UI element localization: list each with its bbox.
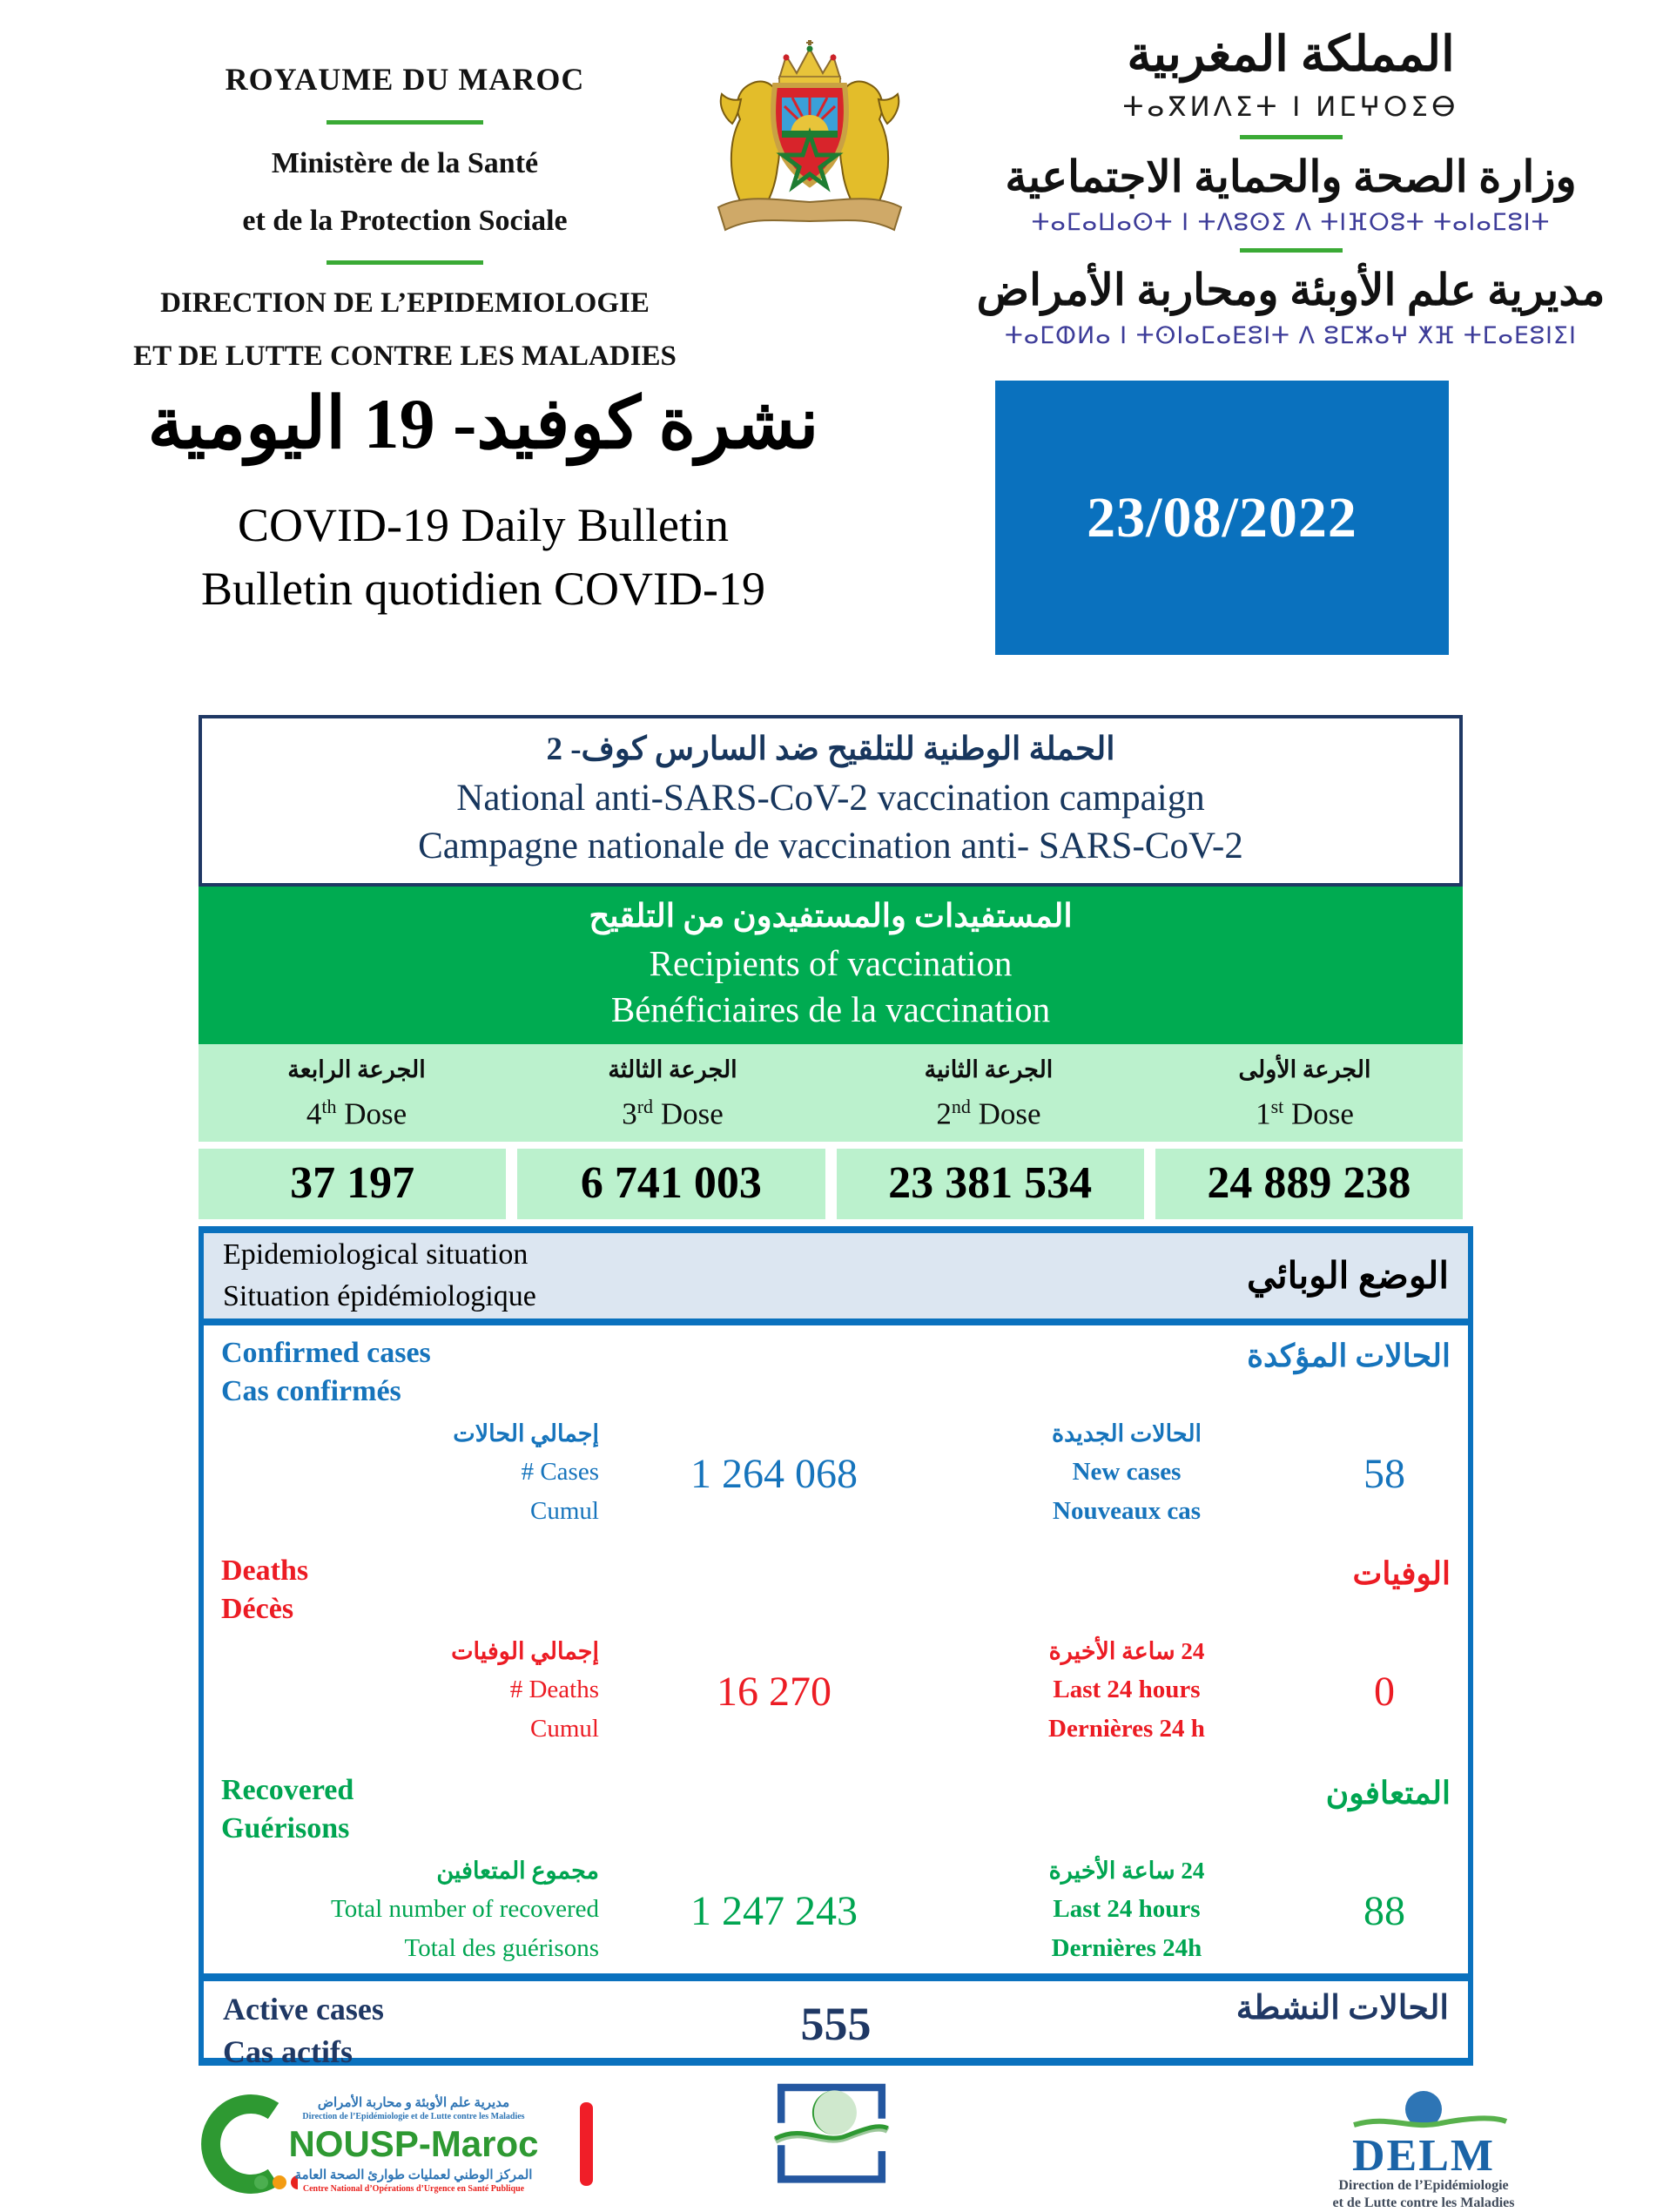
nousp-bottom-ar: المركز الوطني لعمليات طوارئ الصحة العامة — [294, 2168, 533, 2182]
ministry-fr-line2: et de la Protection Sociale — [242, 205, 568, 237]
confirmed-heading-fr: Cas confirmés — [221, 1375, 401, 1408]
recipients-ar: المستفيدات والمستفيدون من التلقيح — [589, 899, 1073, 935]
divider-line — [1240, 248, 1343, 253]
epi-header-titles — [223, 1234, 536, 1317]
dose-2-label-ar: الجرعة الثانية — [924, 1055, 1054, 1082]
dose-header-row — [199, 1044, 1463, 1143]
deaths-heading-row — [221, 1552, 1451, 1629]
dose-4-label-ar: الجرعة الرابعة — [287, 1055, 426, 1082]
direction-fr-line1: DIRECTION DE L’EPIDEMIOLOGIE — [160, 287, 650, 319]
epi-header-fr: Situation épidémiologique — [223, 1280, 536, 1312]
confirmed-heading-en: Confirmed cases — [221, 1337, 431, 1369]
ministry-fr-line1: Ministère de la Santé — [271, 147, 539, 179]
recovered-recent-labels: 24 ساعة الأخيرة Last 24 hours Dernières 24h — [1048, 1858, 1205, 1963]
ministry-title-ar: وزارة الصحة والحماية الاجتماعية — [1005, 152, 1577, 201]
recovered-data-row — [221, 1853, 1451, 1968]
direction-fr-line2: ET DE LUTTE CONTRE LES MALADIES — [133, 341, 677, 372]
dose-values-row — [199, 1149, 1463, 1219]
bulletin-title-ar: نشرة كوفيد- 19 اليومية — [147, 384, 819, 463]
bulletin-date-box — [995, 381, 1449, 655]
confirmed-heading — [221, 1334, 431, 1411]
recipients-en: Recipients of vaccination — [649, 942, 1013, 983]
bulletin-date: 23/08/2022 — [1087, 485, 1357, 550]
recovered-heading-en: Recovered — [221, 1774, 354, 1806]
confirmed-total-labels: إجمالي الحالات # Cases Cumul — [453, 1420, 599, 1526]
deaths-section — [204, 1543, 1468, 1763]
active-cases-en: Active cases — [223, 1992, 384, 2027]
kingdom-title-ar: المملكة المغربية — [1127, 28, 1455, 82]
confirmed-heading-row — [221, 1334, 1451, 1411]
campaign-title-en: National anti-SARS-CoV-2 vaccination campaign — [456, 777, 1205, 819]
recovered-heading — [221, 1771, 353, 1848]
dose-col-1st — [1147, 1056, 1463, 1132]
morocco-coat-of-arms — [692, 37, 927, 246]
dose-1-label-ar: الجرعة الأولى — [1238, 1055, 1371, 1082]
ministry-of-health-logo — [772, 2077, 891, 2187]
campaign-title-fr: Campagne nationale de vaccination anti- SARS-CoV-2 — [418, 826, 1243, 867]
epi-header-band — [204, 1233, 1468, 1325]
dose-col-4th — [199, 1056, 515, 1132]
kingdom-title-tifinagh: ⵜⴰⴳⵍⴷⵉⵜ ⵏ ⵍⵎⵖⵔⵉⴱ — [1122, 91, 1459, 123]
recovered-recent-value: 88 — [1363, 1887, 1405, 1934]
recovered-total-labels: مجموع المتعافين Total number of recovered Total des guérisons — [331, 1858, 599, 1963]
delm-logo — [1323, 2090, 1524, 2208]
epi-header-en: Epidemiological situation — [223, 1238, 529, 1271]
deaths-total-value: 16 270 — [717, 1668, 832, 1715]
deaths-heading-en: Deaths — [221, 1554, 309, 1587]
header-right-block — [936, 26, 1646, 349]
deaths-recent-labels: 24 ساعة الأخيرة Last 24 hours Dernières 24 h — [1048, 1638, 1205, 1743]
bulletin-title-fr: Bulletin quotidien COVID-19 — [201, 562, 765, 615]
coat-ribbon — [718, 199, 901, 230]
ministry-title-tifinagh: ⵜⴰⵎⴰⵡⴰⵙⵜ ⵏ ⵜⴷⵓⵙⵉ ⴷ ⵜⵏⴼⵔⵓⵜ ⵜⴰⵏⴰⵎⵓⵏⵜ — [1031, 209, 1551, 236]
direction-title-ar: مديرية علم الأوبئة ومحاربة الأمراض — [976, 266, 1606, 314]
dose-1-label-en: 1st Dose — [1256, 1095, 1354, 1131]
dose-col-3rd — [515, 1056, 831, 1132]
dose-col-2nd — [831, 1056, 1147, 1132]
active-cases-row — [204, 1981, 1468, 2073]
confirmed-heading-ar: الحالات المؤكدة — [1247, 1339, 1451, 1373]
divider-line — [327, 120, 483, 125]
campaign-title-ar: الحملة الوطنية للتلقيح ضد السارس كوف- 2 — [546, 732, 1115, 767]
active-cases-value: 555 — [800, 1998, 872, 2050]
nousp-top-fr: Direction de l’Epidémiologie et de Lutte contre les Maladies — [302, 2112, 525, 2121]
nousp-bottom-fr: Centre National d’Opérations d’Urgence en Santé Publique — [302, 2184, 525, 2194]
dose-1-value: 24 889 238 — [1155, 1149, 1463, 1219]
direction-title-tifinagh: ⵜⴰⵎⵀⵍⴰ ⵏ ⵜⵙⵏⴰⵎⴰⴹⵓⵏⵜ ⴷ ⵓⵎⵣⴰⵖ ⵅⴼ ⵜⵎⴰⴹⵓⵏⵉⵏ — [1005, 322, 1577, 349]
deaths-total-labels: إجمالي الوفيات # Deaths Cumul — [451, 1638, 599, 1743]
epidemiological-situation-box — [199, 1226, 1473, 2069]
nousp-text-block — [252, 2094, 575, 2194]
recovered-section — [204, 1763, 1468, 1973]
deaths-data-row — [221, 1634, 1451, 1749]
confirmed-cases-section — [204, 1325, 1468, 1543]
nousp-name: NOUSP-Maroc — [288, 2123, 539, 2164]
active-cases-ar: الحالات النشطة — [1235, 1990, 1449, 2027]
deaths-heading-fr: Décès — [221, 1593, 294, 1626]
recovered-total-value: 1 247 243 — [690, 1887, 858, 1934]
delm-line2: et de Lutte contre les Maladies — [1332, 2195, 1515, 2210]
delm-line1: Direction de l’Epidémiologie — [1338, 2177, 1509, 2193]
kingdom-title-fr: ROYAUME DU MAROC — [225, 62, 585, 97]
deaths-heading — [221, 1552, 308, 1629]
epi-header-ar: الوضع الوبائي — [1246, 1257, 1449, 1297]
confirmed-total-value: 1 264 068 — [690, 1450, 858, 1497]
divider-line — [327, 260, 483, 265]
dose-3-label-en: 3rd Dose — [622, 1095, 724, 1131]
confirmed-recent-labels: الحالات الجديدة New cases Nouveaux cas — [1051, 1420, 1202, 1526]
confirmed-recent-value: 58 — [1363, 1450, 1405, 1497]
recipients-banner — [199, 887, 1463, 1043]
dose-2-value: 23 381 534 — [837, 1149, 1144, 1219]
recovered-heading-ar: المتعافون — [1325, 1776, 1451, 1811]
campaign-title-box — [199, 715, 1463, 887]
header-left-block — [104, 61, 705, 373]
vaccination-campaign-section — [199, 715, 1463, 1219]
recovered-heading-fr: Guérisons — [221, 1812, 350, 1845]
dose-3-label-ar: الجرعة الثالثة — [608, 1055, 737, 1082]
divider-line — [1240, 135, 1343, 139]
recipients-fr: Bénéficiaires de la vaccination — [610, 989, 1051, 1030]
confirmed-data-row — [221, 1416, 1451, 1531]
bulletin-title-en: COVID-19 Daily Bulletin — [238, 498, 729, 551]
deaths-heading-ar: الوفيات — [1352, 1556, 1451, 1591]
delm-name: DELM — [1352, 2131, 1495, 2181]
deaths-recent-value: 0 — [1374, 1668, 1395, 1715]
nousp-red-bar — [580, 2102, 593, 2186]
bulletin-title-block — [122, 374, 845, 621]
delm-logo-mark — [1328, 2090, 1519, 2132]
dose-2-label-en: 2nd Dose — [936, 1095, 1041, 1131]
recovered-heading-row — [221, 1771, 1451, 1848]
dose-4-value: 37 197 — [199, 1149, 506, 1219]
active-cases-labels — [223, 1988, 801, 2073]
dose-4-label-en: 4th Dose — [306, 1095, 407, 1131]
nousp-top-ar: مديرية علم الأوبئة و محاربة الأمراض — [317, 2096, 510, 2110]
dose-3-value: 6 741 003 — [517, 1149, 825, 1219]
nousp-maroc-logo — [193, 2092, 611, 2196]
active-cases-divider — [204, 1973, 1468, 1981]
active-cases-fr: Cas actifs — [223, 2033, 353, 2069]
